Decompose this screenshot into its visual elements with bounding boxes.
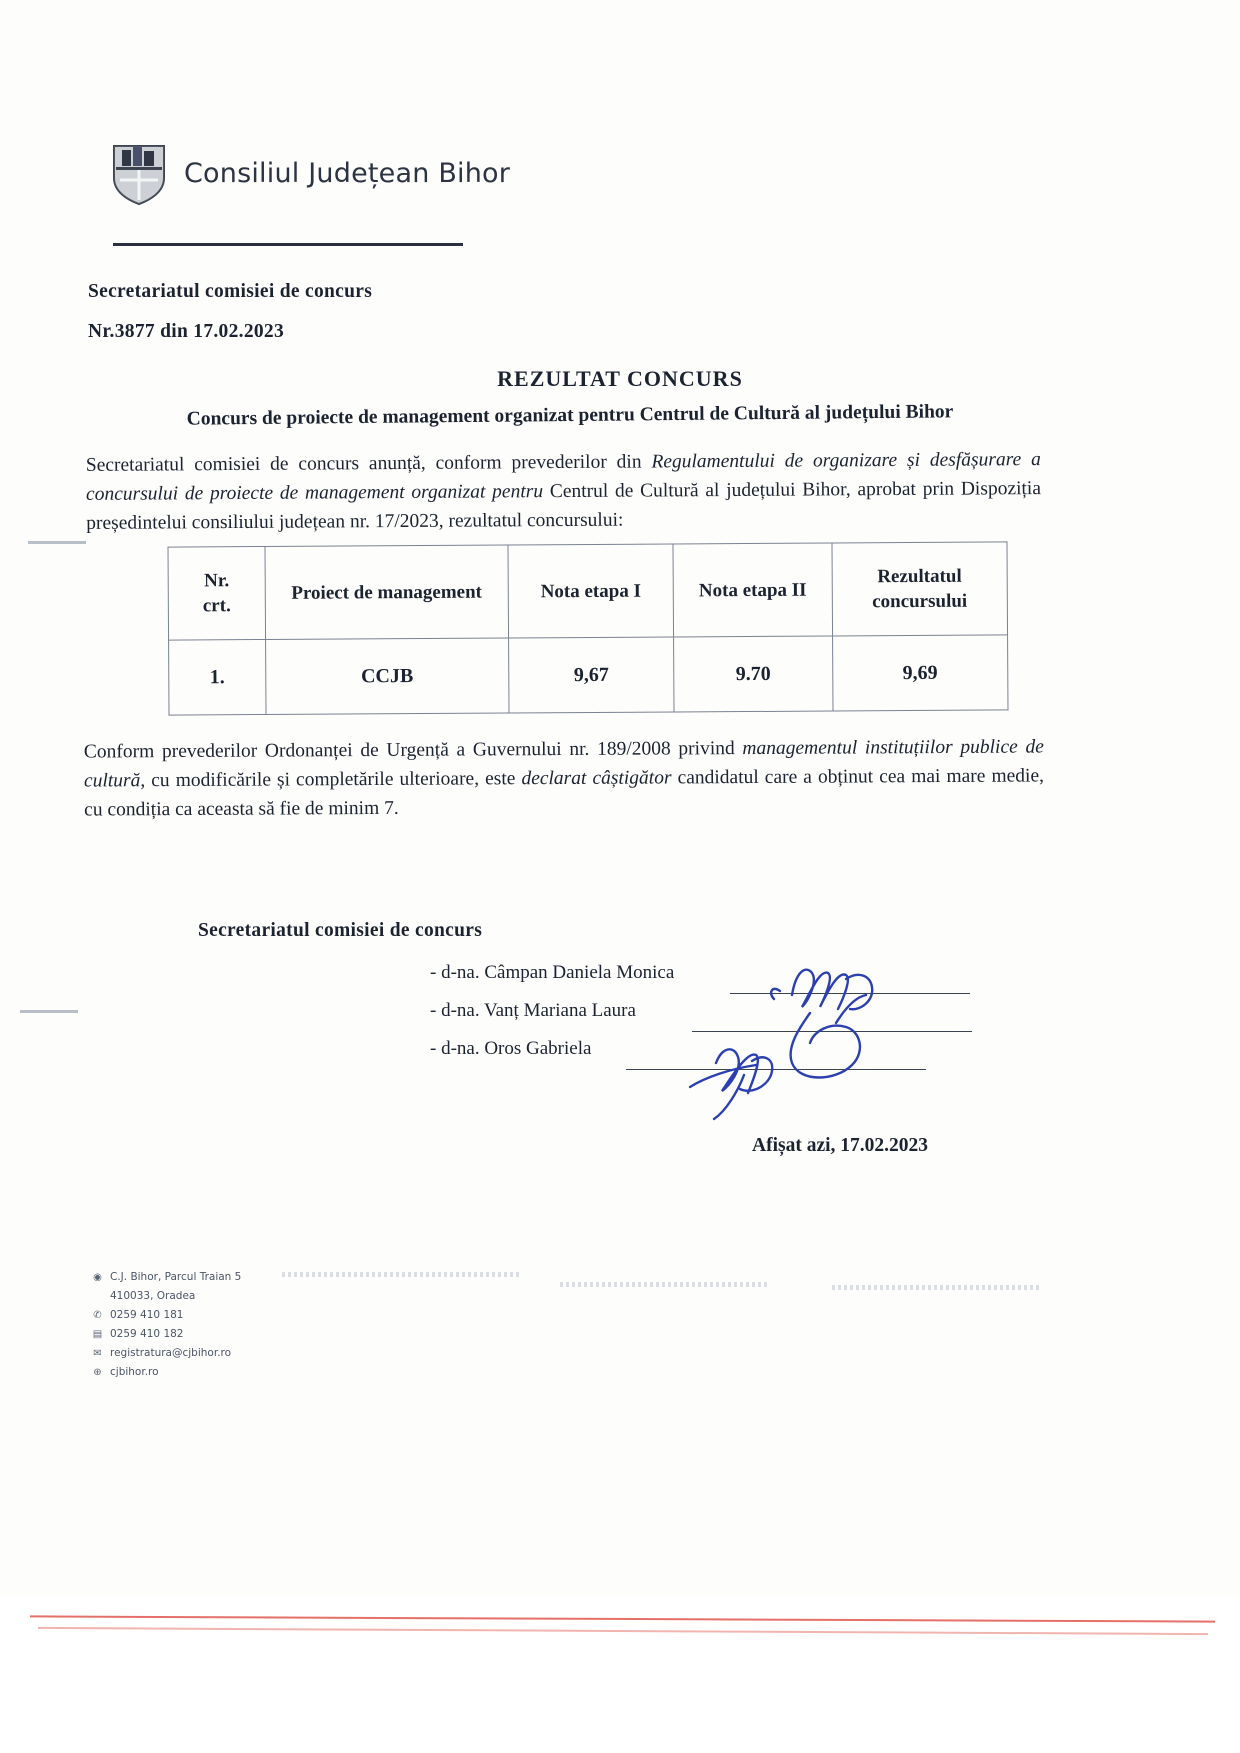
signatory-name: - d-na. Câmpan Daniela Monica — [430, 962, 675, 983]
footer-address-2 — [92, 1287, 241, 1306]
list-item — [430, 1000, 990, 1038]
footer-email-value: registratura@cjbihor.ro — [110, 1347, 232, 1359]
scan-edge-mark — [20, 1010, 78, 1013]
table-row — [169, 635, 1008, 715]
coat-of-arms-icon — [110, 140, 168, 206]
footer-address-line-1: C.J. Bihor, Parcul Traian 5 — [110, 1271, 242, 1283]
column-header-stage-1: Nota etapa I — [508, 544, 674, 638]
signature-line — [692, 1031, 972, 1032]
scan-artifact — [282, 1272, 522, 1277]
footer-email — [92, 1344, 241, 1363]
footer-phone-value: 0259 410 181 — [110, 1309, 184, 1321]
secretariat-line: Secretariatul comisiei de concurs — [88, 281, 373, 302]
posted-date: Afișat azi, 17.02.2023 — [752, 1135, 929, 1156]
signatory-name: - d-na. Vanț Mariana Laura — [430, 1000, 636, 1021]
paragraph-legal-text-3: candidatul care a obținut cea mai mare medie, cu condiția ca aceasta să fie de minim 7. — [84, 765, 1045, 821]
cell-stage-2: 9.70 — [674, 636, 833, 712]
results-table-wrapper — [167, 541, 1008, 715]
footer-fax — [92, 1325, 241, 1344]
document-footer — [92, 1268, 241, 1382]
footer-website — [92, 1363, 241, 1382]
organization-name: Consiliul Județean Bihor — [184, 157, 511, 189]
column-header-nr-line1: Nr. — [204, 570, 230, 592]
scan-edge-mark — [28, 541, 86, 544]
paragraph-legal-italic-1: managementul instituțiilor publice de cultură — [83, 736, 1044, 792]
envelope-icon: ✉ — [93, 1348, 102, 1359]
document-header — [110, 140, 510, 206]
column-header-nr — [168, 546, 265, 640]
footer-phone — [92, 1306, 241, 1325]
page-title: REZULTAT CONCURS — [497, 366, 743, 391]
fax-icon: ▤ — [92, 1329, 103, 1340]
paragraph-intro-italic-1: Regulamentului de organizare și desfășurare a concursului de proiecte de management organizat pentru — [85, 449, 1041, 505]
cell-nr: 1. — [169, 639, 266, 715]
column-header-stage-2: Nota etapa II — [673, 543, 832, 637]
paragraph-intro-text-2: Centrul de Cultură al județului Bihor, aprobat prin Dispoziția președintelui consiliului județean nr. 17/2023, rezultatul concursului: — [86, 478, 1042, 534]
list-item — [430, 962, 990, 1000]
column-header-result-line2: concursului — [872, 590, 968, 613]
paragraph-intro — [86, 445, 1042, 538]
globe-icon: ⊕ — [93, 1367, 102, 1378]
footer-address — [92, 1268, 241, 1287]
stripe-line-primary — [30, 1615, 1215, 1622]
paragraph-legal-italic-2: declarat câștigător — [521, 767, 672, 790]
cell-result: 9,69 — [832, 635, 1008, 711]
paragraph-legal-text-2: , cu modificările și completările ulterioare, este — [140, 768, 522, 792]
scan-artifact — [560, 1282, 770, 1287]
column-header-result-line1: Rezultatul — [877, 565, 962, 588]
results-table — [167, 541, 1008, 715]
signature-line — [730, 993, 970, 994]
signature-line — [626, 1069, 926, 1070]
signatory-name: - d-na. Oros Gabriela — [430, 1038, 592, 1059]
cell-stage-1: 9,67 — [508, 637, 674, 713]
footer-website-value: cjbihor.ro — [110, 1366, 159, 1378]
paragraph-legal-text-1: Conform prevederilor Ordonanței de Urgență a Guvernului nr. 189/2008 privind — [83, 738, 743, 763]
table-header-row — [168, 542, 1008, 640]
paragraph-legal — [84, 732, 1044, 824]
list-item — [430, 1038, 990, 1076]
footer-address-line-2: 410033, Oradea — [110, 1290, 196, 1302]
column-header-result — [832, 542, 1008, 636]
header-divider — [113, 243, 463, 246]
registration-number: Nr.3877 din 17.02.2023 — [88, 321, 285, 342]
page-subtitle: Concurs de proiecte de management organizat pentru Centrul de Cultură al județului Bihor — [186, 401, 954, 430]
signatory-list — [430, 962, 990, 1076]
location-pin-icon: ◉ — [93, 1272, 102, 1283]
signature-heading: Secretariatul comisiei de concurs — [198, 920, 483, 941]
phone-icon: ✆ — [93, 1310, 102, 1321]
footer-fax-value: 0259 410 182 — [110, 1328, 184, 1340]
scan-artifact — [832, 1285, 1040, 1290]
cell-project: CCJB — [265, 638, 508, 714]
page-bottom-stripe — [0, 1596, 1240, 1753]
column-header-nr-line2: crt. — [202, 595, 231, 617]
column-header-project: Proiect de management — [265, 545, 508, 639]
stripe-line-secondary — [38, 1627, 1208, 1635]
paragraph-intro-text-1: Secretariatul comisiei de concurs anunță, conform prevederilor din — [85, 451, 652, 476]
